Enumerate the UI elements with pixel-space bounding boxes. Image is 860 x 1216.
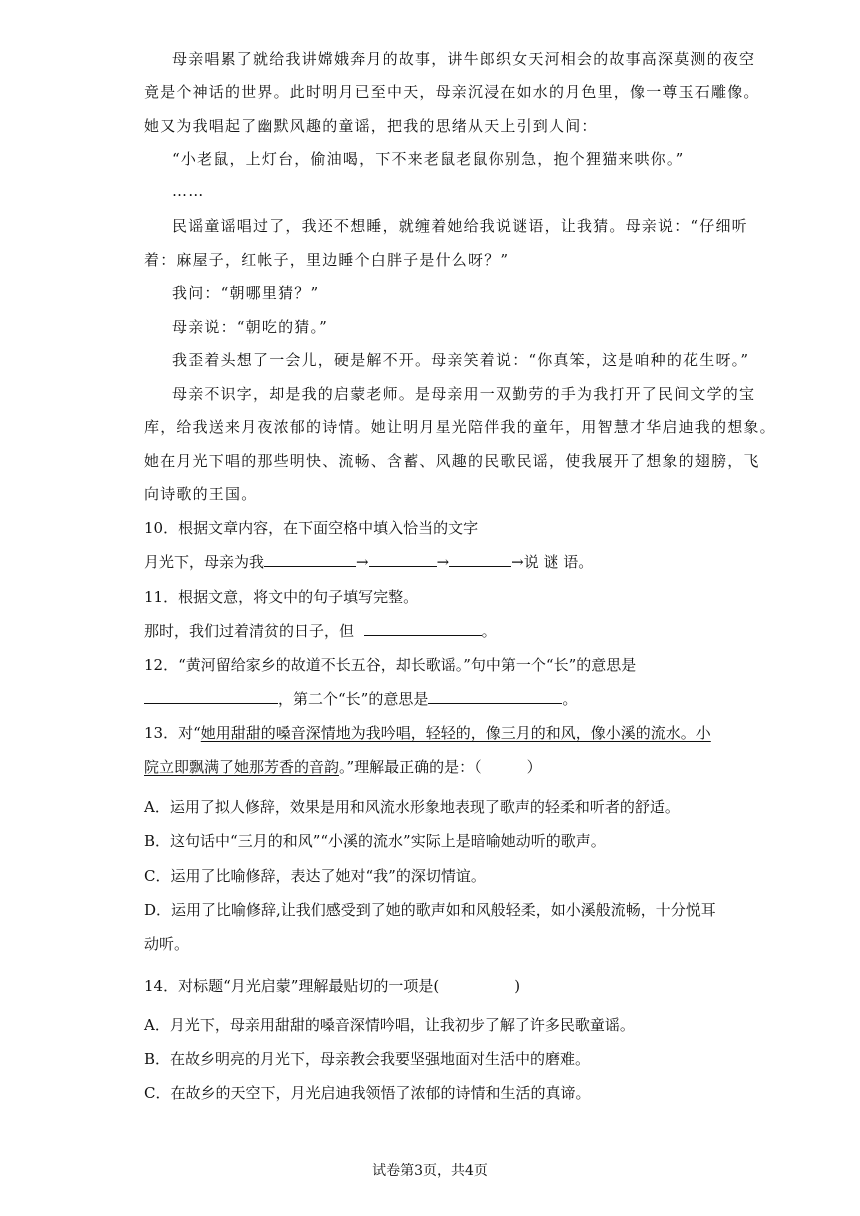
passage-p1-line2: 竟是个神话的世界。此时明月已至中天，母亲沉浸在如水的月色里，像一尊玉石雕像。 <box>144 83 760 101</box>
question-14-title: 14．对标题“月光启蒙”理解最贴切的一项是( ) <box>144 977 521 995</box>
q14-option-a[interactable]: A．月光下，母亲用甜甜的嗓音深情吟唱，让我初步了解了许多民歌童谣。 <box>144 1016 635 1034</box>
question-11-title: 11．根据文意，将文中的句子填写完整。 <box>144 588 419 606</box>
passage-p8-line3: 她在月光下唱的那些明快、流畅、含蓄、风趣的民歌民谣，使我展开了想象的翅膀，飞 <box>144 452 760 470</box>
q13-option-d-line1[interactable]: D．运用了比喻修辞,让我们感受到了她的歌声如和风般轻柔，如小溪般流畅，十分悦耳 <box>144 901 716 919</box>
passage-p8-line1: 母亲不识字，却是我的启蒙老师。是母亲用一双勤劳的手为我打开了民间文学的宝 <box>172 385 756 403</box>
passage-rhyme: “小老鼠，上灯台，偷油喝，下不来老鼠老鼠你别急，抱个狸猫来哄你。” <box>172 150 685 168</box>
q10-arrow-3: → <box>511 553 524 571</box>
q11-end: 。 <box>481 622 497 640</box>
passage-p4-line2: 着：麻屋子，红帐子，里边睡个白胖子是什么呀？” <box>144 251 510 269</box>
question-11-body <box>144 620 497 641</box>
question-13-line1 <box>144 722 711 743</box>
q10-prefix: 月光下，母亲为我 <box>144 553 265 571</box>
passage-p1-line1: 母亲唱累了就给我讲嫦娥奔月的故事，讲牛郎织女天河相会的故事高深莫测的夜空 <box>172 50 756 68</box>
page-footer: 试卷第3页，共4页 <box>372 1163 488 1179</box>
q13-suffix: 。”理解最正确的是：（ ） <box>339 758 542 776</box>
q10-arrow-1: → <box>356 553 369 571</box>
q10-blank-2[interactable] <box>369 552 437 567</box>
passage-p1-line3: 她又为我唱起了幽默风趣的童谣，把我的思绪从天上引到人间： <box>144 117 598 135</box>
passage-p7: 我歪着头想了一会儿，硬是解不开。母亲笑着说：“你真笨，这是咱种的花生呀。” <box>172 351 750 369</box>
q13-option-b[interactable]: B．这句话中“三月的和风”“小溪的流水”实际上是暗喻她动听的歌声。 <box>144 832 606 850</box>
q11-blank[interactable] <box>364 621 482 636</box>
q13-option-c[interactable]: C．运用了比喻修辞，表达了她对“我”的深切情谊。 <box>144 867 486 885</box>
q13-quoted-sentence-1: 她用甜甜的嗓音深情地为我吟唱，轻轻的，像三月的和风，像小溪的流水。小 <box>200 724 711 742</box>
q12-blank-1[interactable] <box>144 689 278 704</box>
q10-end: 说 谜 语。 <box>523 553 594 571</box>
passage-p8-line2: 库，给我送来月夜浓郁的诗情。她让明月星光陪伴我的童年，用智慧才华启迪我的想象。 <box>144 418 776 436</box>
q12-mid: ，第二个“长”的意思是 <box>278 690 429 708</box>
question-10-body <box>144 551 593 572</box>
q10-blank-1[interactable] <box>264 552 356 567</box>
q13-option-a[interactable]: A．运用了拟人修辞，效果是用和风流水形象地表现了歌声的轻柔和听者的舒适。 <box>144 798 680 816</box>
passage-p5: 我问：“朝哪里猜？” <box>172 284 320 302</box>
q13-option-d-line2: 动听。 <box>144 935 190 953</box>
q14-option-b[interactable]: B．在故乡明亮的月光下，母亲教会我要坚强地面对生活中的磨难。 <box>144 1050 591 1068</box>
q12-blank-2[interactable] <box>428 689 562 704</box>
q14-option-c[interactable]: C．在故乡的天空下，月光启迪我领悟了浓郁的诗情和生活的真谛。 <box>144 1084 591 1102</box>
q11-prefix: 那时，我们过着清贫的日子，但 <box>144 622 355 640</box>
q13-quoted-sentence-2: 院立即飘满了她那芳香的音韵 <box>144 758 340 776</box>
q12-end: 。 <box>562 690 578 708</box>
q13-prefix: 13．对“ <box>144 724 201 742</box>
question-10-title: 10．根据文章内容，在下面空格中填入恰当的文字 <box>144 519 479 537</box>
passage-p6: 母亲说：“朝吃的猜。” <box>172 318 329 336</box>
passage-p4-line1: 民谣童谣唱过了，我还不想睡，就缠着她给我说谜语，让我猜。母亲说：“仔细听 <box>172 217 748 235</box>
question-12-line1: 12．“黄河留给家乡的故道不长五谷，却长歌谣。”句中第一个“长”的意思是 <box>144 656 637 674</box>
passage-ellipsis: …… <box>172 182 205 200</box>
question-12-line2 <box>144 688 577 709</box>
passage-p8-line4: 向诗歌的王国。 <box>144 485 258 503</box>
question-13-line2 <box>144 756 542 777</box>
q10-blank-3[interactable] <box>449 552 511 567</box>
q10-arrow-2: → <box>436 553 450 571</box>
